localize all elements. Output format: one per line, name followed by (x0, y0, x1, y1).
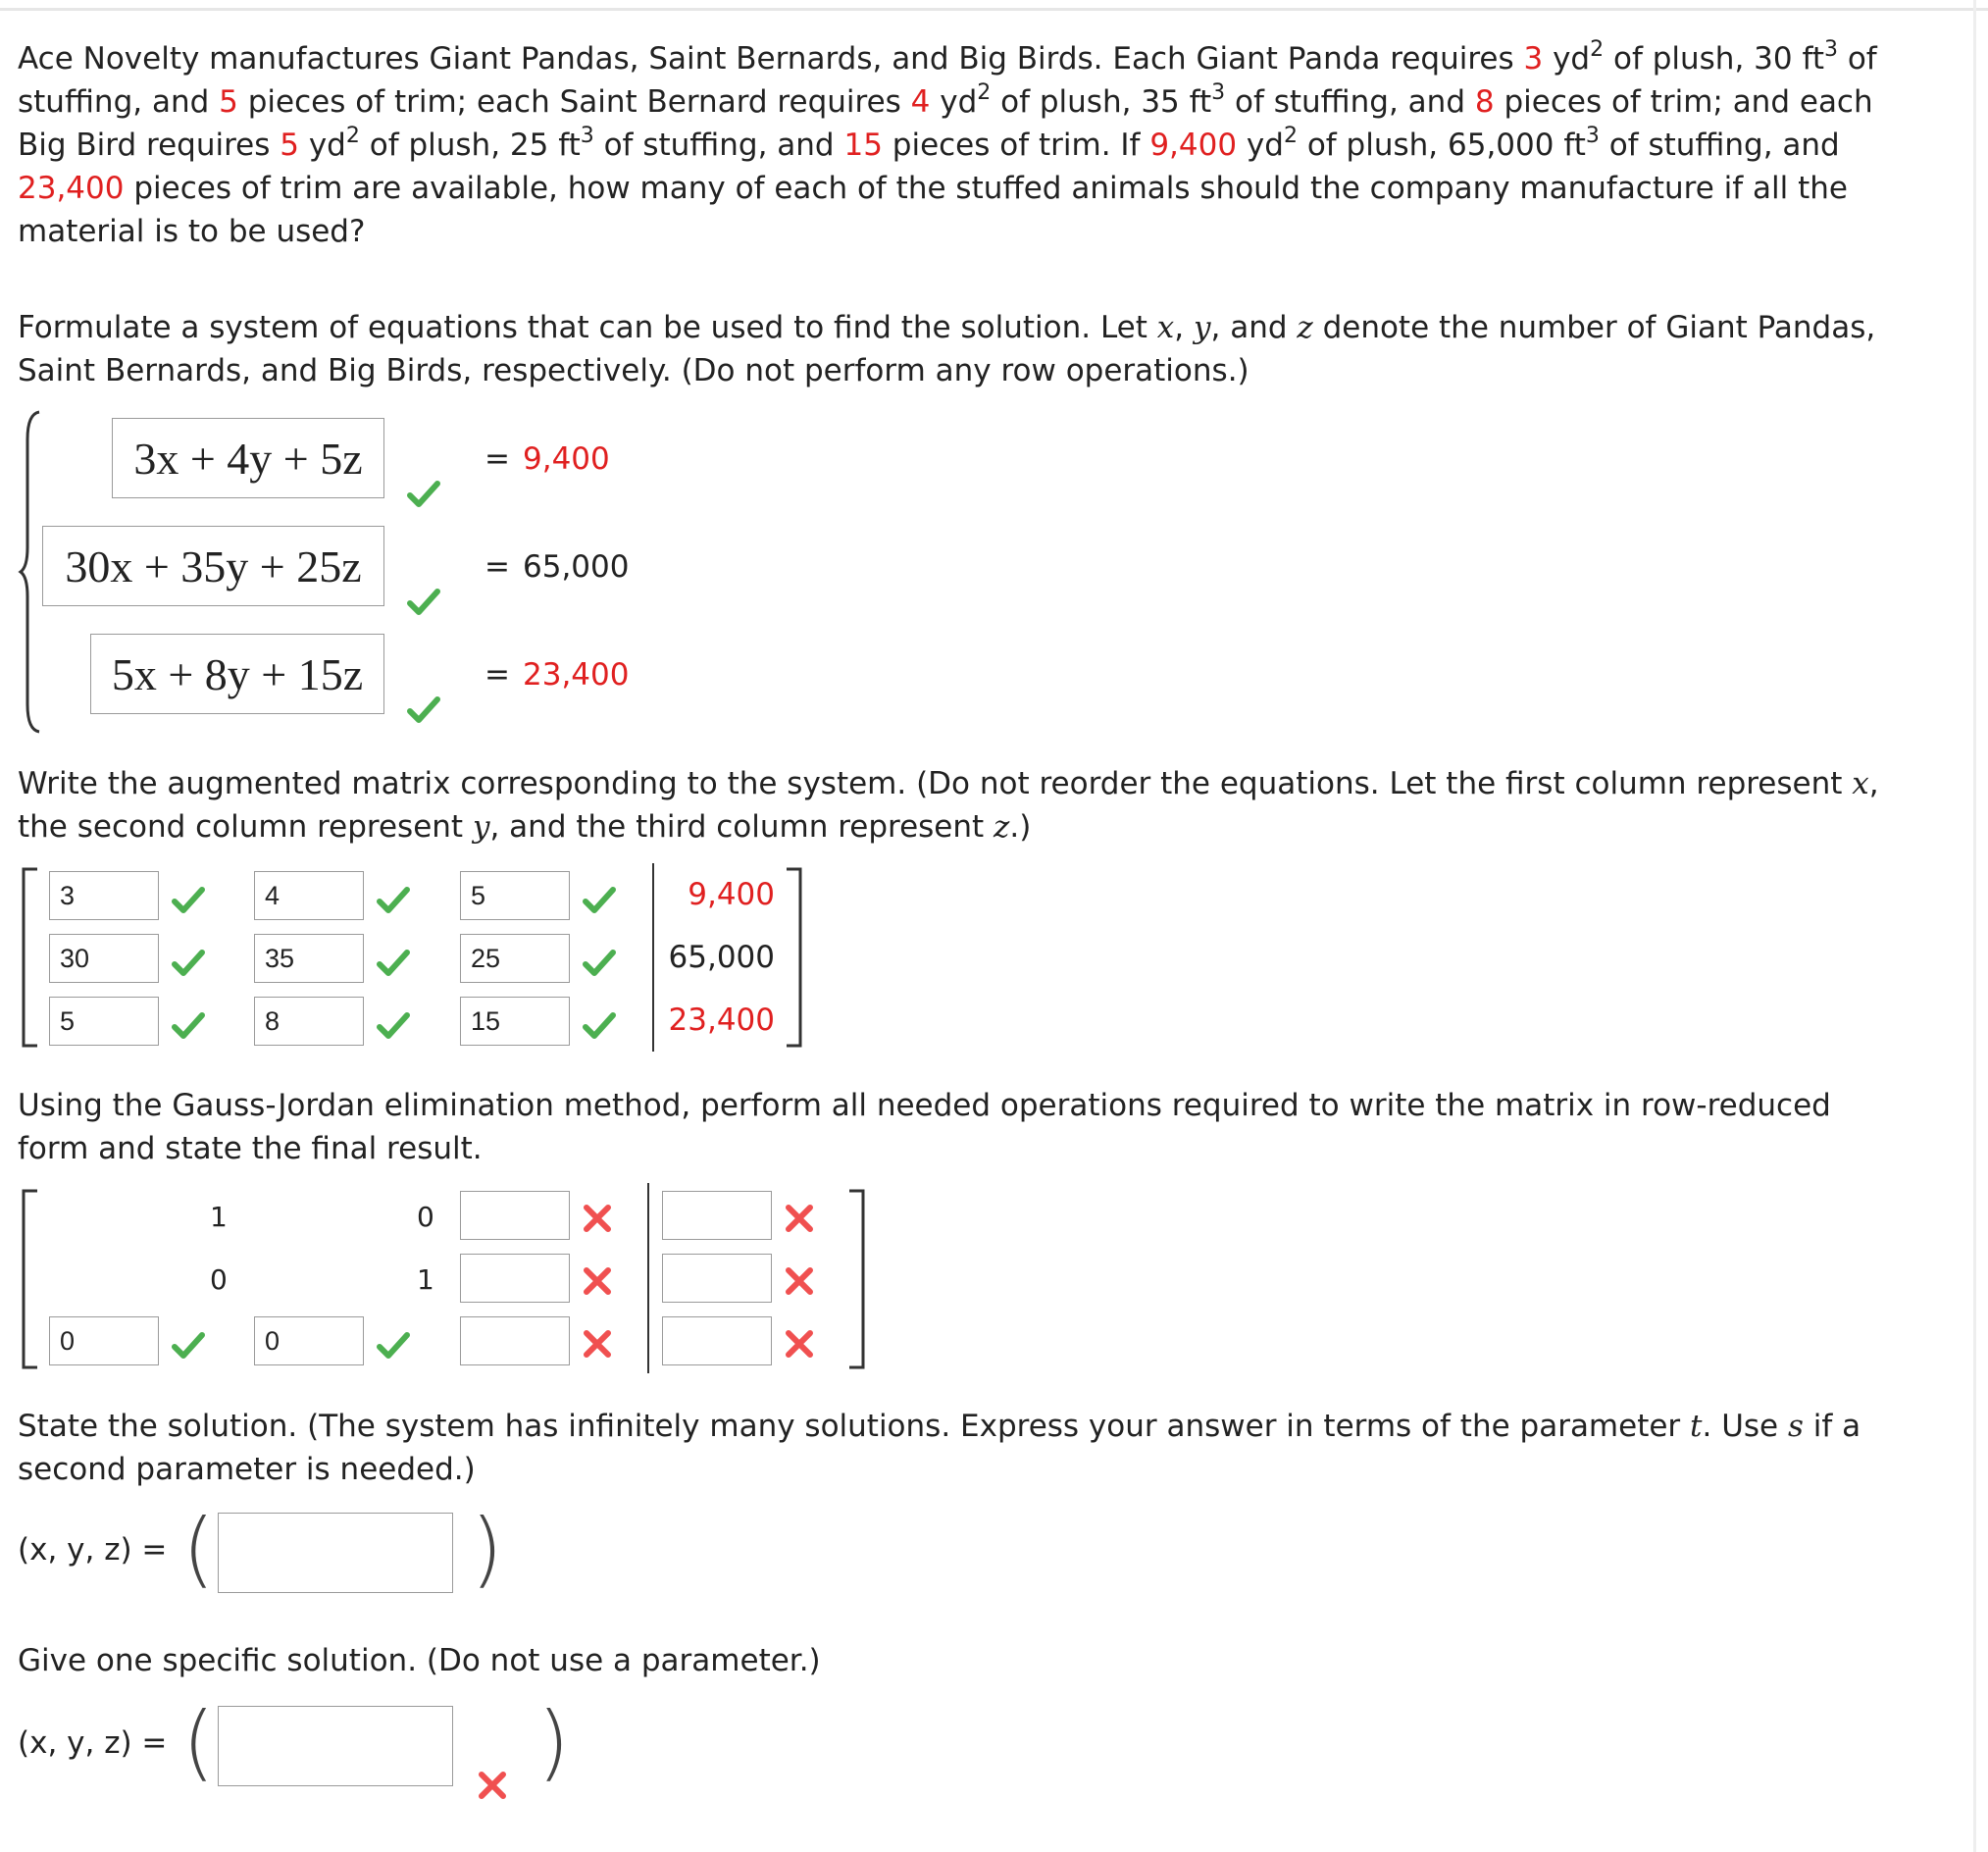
reduced-r3-c3-input[interactable] (460, 1316, 570, 1365)
solution-prompt (18, 1405, 1940, 1491)
x-mark-icon (580, 1263, 615, 1299)
aug-r1-rhs: 9,400 (688, 877, 775, 912)
problem-line-2 (18, 80, 1940, 124)
x-mark-icon (782, 1201, 817, 1236)
text: pieces of trim are available, how many of each of the stuffed animals should the company manufacture if all the (124, 171, 1848, 206)
specific-solution-input[interactable] (218, 1706, 453, 1786)
specific-open-paren: ( (182, 1694, 215, 1790)
text: Formulate a system of equations that can be used to find the solution. Let (18, 310, 1157, 345)
check-icon (171, 1328, 206, 1363)
solution-close-paren: ) (471, 1501, 503, 1597)
equation-3-rhs: 23,400 (523, 657, 630, 693)
text: denote the number of Giant Pandas, (1312, 310, 1876, 345)
text: of (1837, 41, 1877, 77)
check-icon (376, 883, 411, 918)
text: of stuffing, and (593, 128, 844, 163)
red-value: 5 (280, 128, 299, 163)
red-value: 9,400 (1149, 128, 1238, 163)
equation-3-input[interactable]: 5x + 8y + 15z (90, 634, 384, 714)
augmented-left-bracket (20, 867, 39, 1048)
superscript: 2 (1283, 124, 1298, 148)
aug-r3-c3-input[interactable]: 15 (460, 997, 570, 1046)
reduced-r1-c2: 0 (417, 1201, 434, 1233)
reduced-r2-c1: 0 (210, 1263, 228, 1296)
red-value: 5 (219, 84, 238, 120)
reduced-right-bracket (847, 1189, 867, 1369)
aug-r1-c3-input[interactable]: 5 (460, 871, 570, 920)
superscript: 2 (977, 80, 992, 105)
superscript: 3 (1823, 37, 1838, 62)
aug-r3-c2-input[interactable]: 8 (254, 997, 364, 1046)
var-z: z (994, 809, 1010, 845)
reduced-r2-c2: 1 (417, 1263, 434, 1296)
general-solution-input[interactable] (218, 1513, 453, 1593)
aug-r2-c2-input[interactable]: 35 (254, 934, 364, 983)
text: the second column represent (18, 809, 473, 845)
text: , and (1210, 310, 1298, 345)
check-icon (406, 693, 441, 728)
red-value: 4 (910, 84, 931, 120)
problem-line-3 (18, 124, 1940, 167)
var-x: x (1852, 766, 1869, 801)
text: Saint Bernards, and Big Birds, respectively. (Do not perform any row operations.) (18, 353, 1249, 388)
solution-tuple-label: (x, y, z) = (18, 1532, 168, 1568)
reduced-r1-c3-input[interactable] (460, 1191, 570, 1240)
text: of plush, 35 ft (991, 84, 1212, 120)
aug-r1-c1-input[interactable]: 3 (49, 871, 159, 920)
text: stuffing, and (18, 84, 220, 120)
equation-1-input[interactable]: 3x + 4y + 5z (112, 418, 384, 498)
specific-solution-prompt (18, 1639, 1940, 1682)
check-icon (582, 1008, 617, 1044)
top-border (0, 8, 1988, 11)
text: yd (930, 84, 978, 120)
x-mark-icon (475, 1768, 510, 1803)
equation-1-rhs: 9,400 (523, 441, 610, 477)
gauss-jordan-prompt (18, 1084, 1940, 1170)
aug-r2-c1-input[interactable]: 30 (49, 934, 159, 983)
text: yd (298, 128, 346, 163)
equation-2-rhs: 65,000 (523, 549, 630, 585)
text: Using the Gauss-Jordan elimination method, perform all needed operations required to write the matrix in row-reduced (18, 1088, 1831, 1123)
x-mark-icon (782, 1326, 817, 1362)
aug-r2-rhs: 65,000 (668, 940, 775, 975)
var-z: z (1297, 310, 1313, 345)
system-left-brace (18, 410, 43, 734)
aug-r3-rhs: 23,400 (668, 1003, 775, 1038)
text: pieces of trim. If (882, 128, 1150, 163)
check-icon (582, 883, 617, 918)
red-value: 3 (1523, 41, 1544, 77)
check-icon (171, 883, 206, 918)
text: pieces of trim; and each (1494, 84, 1873, 120)
reduced-r2-c3-input[interactable] (460, 1254, 570, 1303)
aug-r3-c1-input[interactable]: 5 (49, 997, 159, 1046)
var-y: y (1193, 310, 1211, 345)
text: second parameter is needed.) (18, 1452, 476, 1487)
problem-statement (18, 37, 1940, 253)
superscript: 2 (345, 124, 360, 148)
var-s: s (1787, 1409, 1804, 1444)
right-border (1973, 0, 1976, 1852)
aug-r2-c3-input[interactable]: 25 (460, 934, 570, 983)
equation-2-input[interactable]: 30x + 35y + 25z (42, 526, 384, 606)
text: yd (1237, 128, 1284, 163)
var-y: y (472, 809, 490, 845)
reduced-left-bracket (20, 1189, 39, 1369)
text: Write the augmented matrix corresponding to the system. (Do not reorder the equations. Let the first column represent (18, 766, 1853, 801)
check-icon (406, 477, 441, 512)
text: material is to be used? (18, 214, 366, 249)
red-value: 15 (843, 128, 883, 163)
red-value: 8 (1474, 84, 1495, 120)
specific-tuple-label: (x, y, z) = (18, 1725, 168, 1761)
text: State the solution. (The system has infinitely many solutions. Express your answer in terms of the parameter (18, 1409, 1691, 1444)
text: of plush, 25 ft (359, 128, 581, 163)
problem-line-4 (18, 167, 1940, 210)
text: of plush, 30 ft (1604, 41, 1824, 77)
text: of stuffing, and (1225, 84, 1475, 120)
text: yd (1543, 41, 1591, 77)
x-mark-icon (580, 1326, 615, 1362)
x-mark-icon (782, 1263, 817, 1299)
text: Give one specific solution. (Do not use a parameter.) (18, 1643, 821, 1678)
reduced-r3-c1-input[interactable]: 0 (49, 1316, 159, 1365)
reduced-r3-c2-input[interactable]: 0 (254, 1316, 364, 1365)
text: , and the third column represent (489, 809, 994, 845)
text: Big Bird requires (18, 128, 280, 163)
x-mark-icon (580, 1201, 615, 1236)
check-icon (376, 1008, 411, 1044)
equals-sign: = (484, 657, 510, 693)
augmented-prompt (18, 762, 1940, 849)
text: , (1868, 766, 1879, 801)
var-x: x (1156, 310, 1175, 345)
text: of plush, 65,000 ft (1297, 128, 1586, 163)
superscript: 2 (1590, 37, 1605, 62)
superscript: 3 (1211, 80, 1226, 105)
superscript: 3 (1585, 124, 1600, 148)
reduced-r3-rhs-input[interactable] (662, 1316, 772, 1365)
text: .) (1009, 809, 1032, 845)
text: . Use (1702, 1409, 1788, 1444)
check-icon (171, 1008, 206, 1044)
var-t: t (1690, 1409, 1703, 1444)
augmented-right-bracket (785, 867, 804, 1048)
check-icon (582, 946, 617, 981)
equals-sign: = (484, 549, 510, 585)
augmented-divider (652, 863, 654, 1052)
text: form and state the final result. (18, 1131, 483, 1166)
aug-r1-c2-input[interactable]: 4 (254, 871, 364, 920)
reduced-r2-rhs-input[interactable] (662, 1254, 772, 1303)
equals-sign: = (484, 441, 510, 477)
text: if a (1803, 1409, 1861, 1444)
text: , (1174, 310, 1194, 345)
specific-close-paren: ) (537, 1694, 570, 1790)
red-value: 23,400 (18, 171, 125, 206)
text: pieces of trim; each Saint Bernard requires (237, 84, 911, 120)
reduced-r1-rhs-input[interactable] (662, 1191, 772, 1240)
check-icon (171, 946, 206, 981)
formulate-prompt (18, 306, 1940, 392)
text: of stuffing, and (1599, 128, 1840, 163)
superscript: 3 (580, 124, 594, 148)
reduced-divider (647, 1183, 649, 1373)
check-icon (406, 585, 441, 620)
check-icon (376, 946, 411, 981)
problem-line-5 (18, 210, 1940, 253)
check-icon (376, 1328, 411, 1363)
reduced-r1-c1: 1 (210, 1201, 228, 1233)
solution-open-paren: ( (182, 1501, 215, 1597)
problem-line-1 (18, 37, 1940, 80)
text: Ace Novelty manufactures Giant Pandas, Saint Bernards, and Big Birds. Each Giant Panda requires (18, 41, 1524, 77)
